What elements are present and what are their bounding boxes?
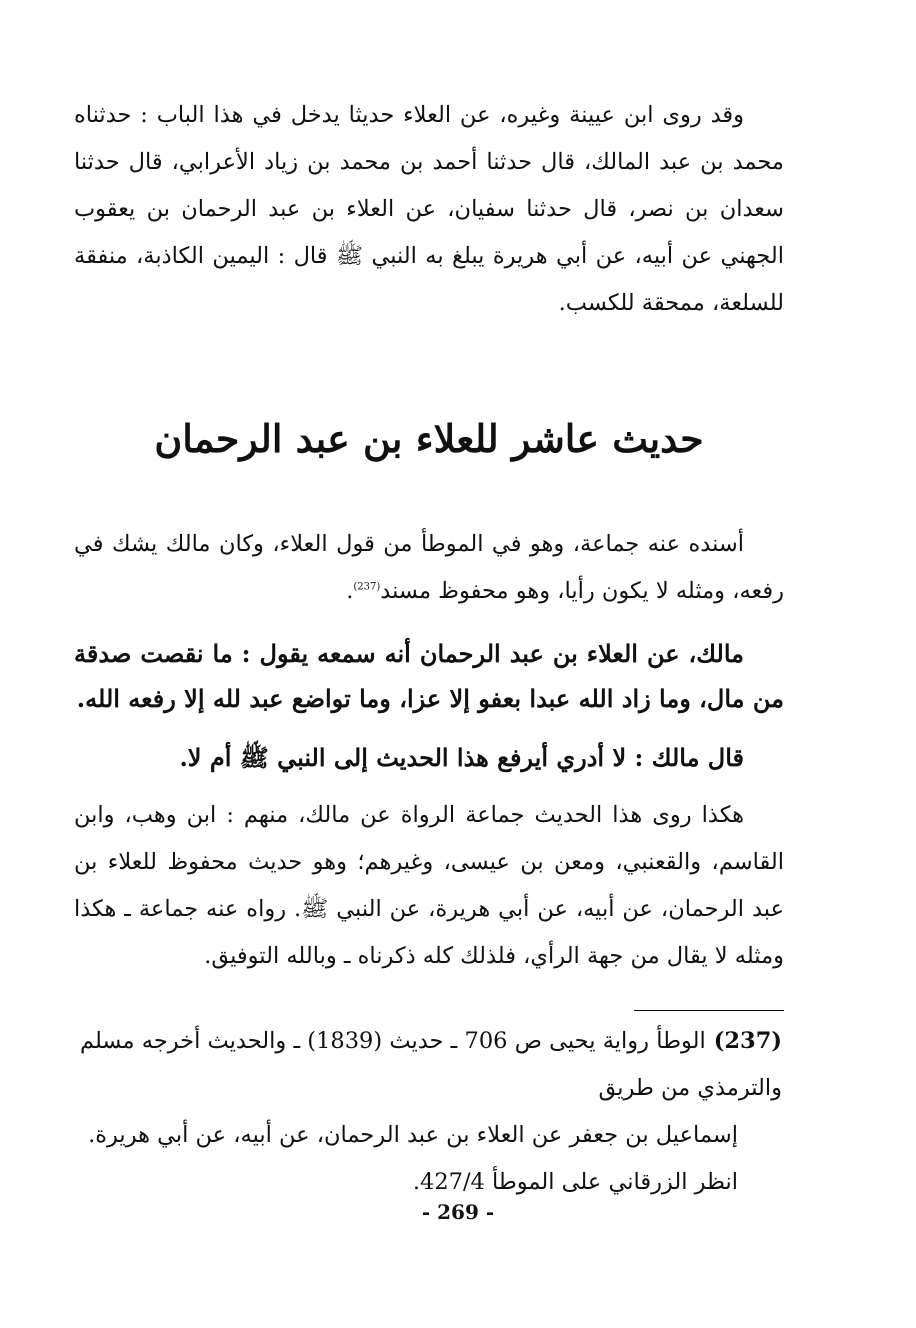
footnotes [80,1018,782,1206]
footnote-line-1 [80,1018,782,1112]
footnote-line-2: إسماعيل بن جعفر عن العلاء بن عبد الرحمان، عن أبيه، عن أبي هريرة. [88,1122,738,1148]
page-body [74,92,784,980]
footnote-line-1-text: الوطأ رواية يحيى ص 706 ـ حديث (1839) ـ والحديث أخرجه مسلم والترمذي من طريق [80,1028,782,1101]
paragraph-5: هكذا روى هذا الحديث جماعة الرواة عن مالك، منهم : ابن وهب، وابن القاسم، والقعنبي، ومعن بن عيسى، وغيرهم؛ وهو حديث محفوظ للعلاء بن عبد الرحمان، عن أبيه، عن أبي هريرة، عن النبي ﷺ. رواه عنه جماعة ـ هكذا ومثله لا يقال من جهة الرأي، فلذلك كله ذكرناه ـ وبالله التوفيق. [74,802,784,969]
paragraph-1: وقد روى ابن عيينة وغيره، عن العلاء حديثا يدخل في هذا الباب : حدثناه محمد بن عبد المالك، قال حدثنا أحمد بن محمد بن زياد الأعرابي، قال حدثنا سعدان بن نصر، قال حدثنا سفيان، عن العلاء بن عبد الرحمان بن يعقوب الجهني عن أبيه، عن أبي هريرة يبلغ به النبي ﷺ قال : اليمين الكاذبة، منفقة للسلعة، ممحقة للكسب. [74,102,784,316]
page-number: - 269 - [421,1200,495,1224]
footnote-reference: (237) [353,581,381,593]
footnote-line-3: انظر الزرقاني على الموطأ 427/4. [412,1169,738,1195]
footnote-divider [634,1010,784,1011]
footnote-number: (237) [713,1028,783,1054]
section-heading: حديث عاشر للعلاء بن عبد الرحمان [154,416,704,461]
paragraph-2-text: أسنده عنه جماعة، وهو في الموطأ من قول العلاء، وكان مالك يشك في رفعه، ومثله لا يكون رأيا، وهو محفوظ مسند [74,531,784,604]
paragraph-2: أسنده عنه جماعة، وهو في الموطأ من قول العلاء، وكان مالك يشك في رفعه، ومثله لا يكون رأيا، وهو محفوظ مسند$^{(237)}$. [74,531,784,604]
paragraph-3-hadith: مالك، عن العلاء بن عبد الرحمان أنه سمعه يقول : ما نقصت صدقة من مال، وما زاد الله عبدا بعفو إلا عزا، وما تواضع عبد لله إلا رفعه الله. [74,639,784,713]
paragraph-4-malik-quote: قال مالك : لا أدري أيرفع هذا الحديث إلى النبي ﷺ أم لا. [179,743,744,772]
